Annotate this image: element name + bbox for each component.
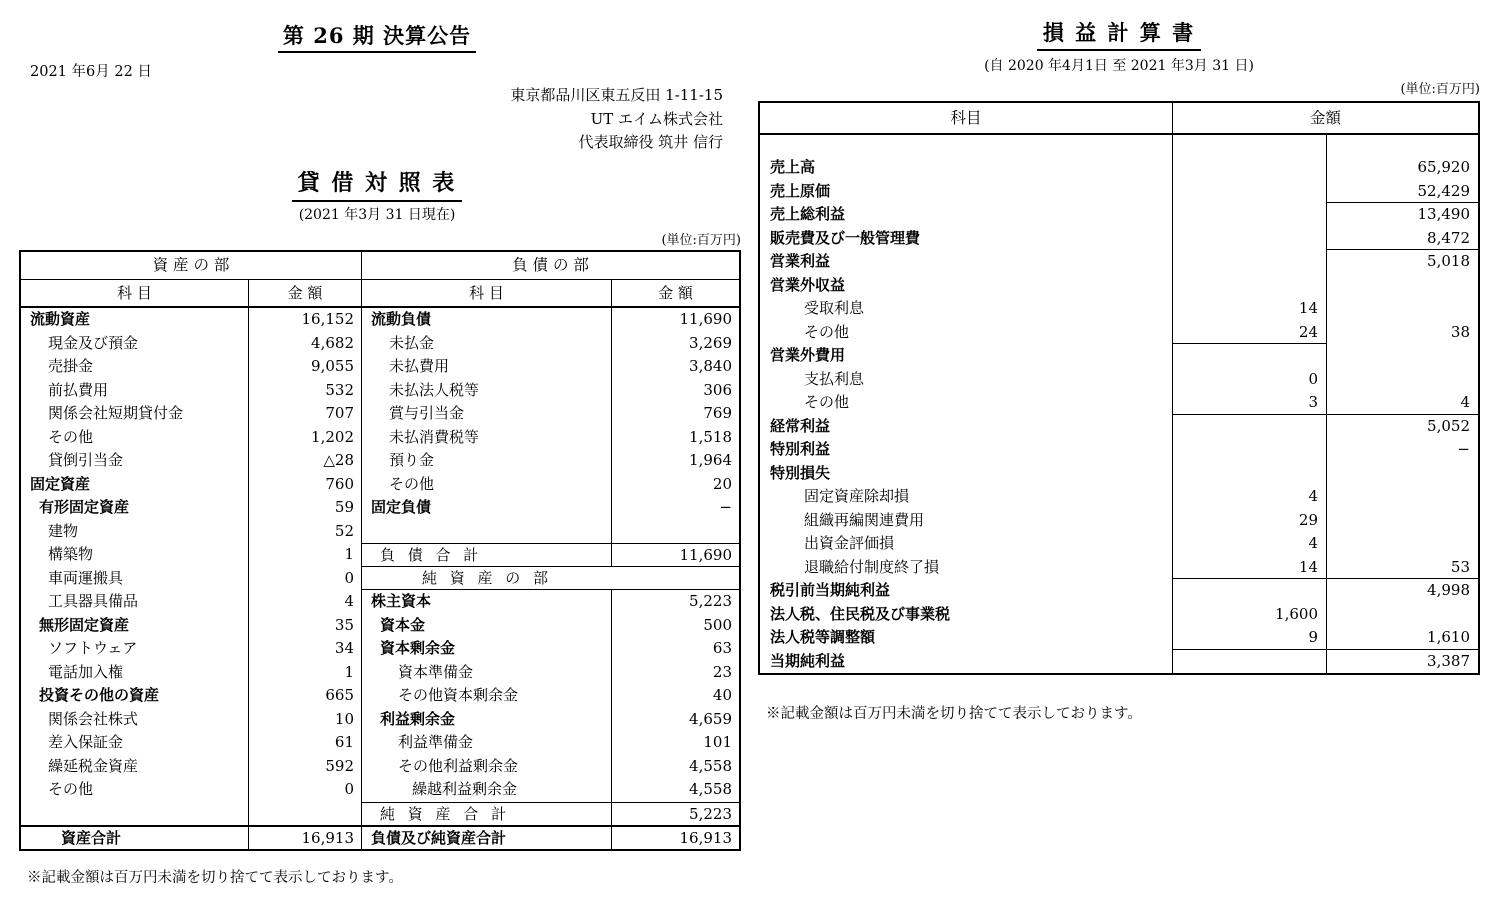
sub-amount-value: 4 bbox=[1173, 532, 1327, 556]
account-label: 預り金 bbox=[362, 449, 612, 473]
balance-sheet-unit-label: (単位:百万円) bbox=[661, 233, 741, 248]
amount-value: 1,202 bbox=[311, 427, 354, 446]
account-label: 工具器具備品 bbox=[21, 590, 249, 614]
account-label: 差入保証金 bbox=[21, 731, 249, 755]
amount-value: 61 bbox=[334, 733, 354, 751]
account-label: 固定資産 bbox=[21, 473, 249, 497]
account-label: 固定負債 bbox=[362, 496, 612, 520]
page-title: 第 26 期 決算公告 bbox=[278, 23, 476, 53]
income-statement-title-wrap bbox=[758, 17, 1480, 47]
income-row bbox=[760, 650, 1478, 674]
amount-value: 4,659 bbox=[689, 709, 732, 728]
account-label: 関係会社短期貸付金 bbox=[21, 402, 249, 426]
account-label: 売掛金 bbox=[21, 355, 249, 379]
income-row bbox=[760, 391, 1478, 415]
balance-sheet-row bbox=[21, 684, 361, 708]
sub-amount-value: 14 bbox=[1173, 556, 1327, 580]
total-amount-value bbox=[1327, 344, 1478, 368]
account-label: 繰越利益剰余金 bbox=[362, 778, 612, 802]
balance-sheet-row bbox=[21, 426, 361, 450]
account-label: 株主資本 bbox=[362, 590, 612, 614]
balance-sheet-row bbox=[21, 778, 361, 802]
balance-sheet-table bbox=[19, 250, 741, 851]
account-label: 繰延税金資産 bbox=[21, 755, 249, 779]
sub-amount-value: 4 bbox=[1173, 485, 1327, 509]
amount-value: 4,558 bbox=[689, 756, 732, 775]
income-statement-title: 損 益 計 算 書 bbox=[1037, 20, 1201, 51]
account-label: 支払利息 bbox=[760, 368, 1173, 392]
account-label: 営業利益 bbox=[760, 250, 1173, 274]
account-label: 未払金 bbox=[362, 332, 612, 356]
sub-amount-value bbox=[1173, 579, 1327, 603]
sub-amount-value bbox=[1173, 156, 1327, 180]
account-label: その他 bbox=[21, 778, 249, 802]
account-label: 受取利息 bbox=[760, 297, 1173, 321]
sub-amount-value bbox=[1173, 462, 1327, 486]
income-row bbox=[760, 368, 1478, 392]
amount-value bbox=[249, 802, 361, 826]
amount-value: 11,690 bbox=[679, 546, 732, 564]
amount-value: 1 bbox=[344, 545, 354, 563]
total-amount-value: 4,998 bbox=[1427, 581, 1470, 599]
account-label: 貸倒引当金 bbox=[21, 449, 249, 473]
balance-sheet-row bbox=[362, 426, 739, 450]
liabilities-equity-column bbox=[362, 308, 739, 849]
income-row bbox=[760, 227, 1478, 251]
account-label bbox=[21, 802, 249, 826]
account-label: 売上総利益 bbox=[760, 203, 1173, 227]
total-amount-value: 65,920 bbox=[1417, 158, 1470, 176]
account-label: 売上高 bbox=[760, 156, 1173, 180]
balance-sheet-row bbox=[21, 308, 361, 332]
amount-value: 1 bbox=[344, 662, 354, 681]
assets-item-column-header: 科 目 bbox=[21, 280, 249, 306]
sub-amount-value bbox=[1173, 415, 1327, 439]
balance-sheet-row bbox=[21, 637, 361, 661]
income-statement-column-header-row bbox=[760, 103, 1478, 135]
balance-sheet-row bbox=[362, 778, 739, 802]
balance-sheet-row bbox=[362, 661, 739, 685]
income-row bbox=[760, 532, 1478, 556]
balance-sheet-row bbox=[21, 543, 361, 567]
total-amount-value: − bbox=[1457, 440, 1470, 458]
sub-amount-value: 24 bbox=[1173, 321, 1327, 345]
sub-amount-value bbox=[1173, 203, 1327, 227]
balance-sheet-title-wrap bbox=[0, 166, 754, 197]
account-label: その他 bbox=[362, 473, 612, 497]
balance-sheet-row bbox=[362, 614, 739, 638]
income-row bbox=[760, 438, 1478, 462]
amount-value: 5,223 bbox=[689, 592, 732, 610]
account-label bbox=[362, 520, 612, 544]
amount-value: 532 bbox=[325, 380, 354, 399]
sub-amount-value bbox=[1173, 274, 1327, 298]
income-row bbox=[760, 344, 1478, 368]
amount-value: 5,223 bbox=[689, 804, 732, 823]
balance-sheet-row bbox=[21, 802, 361, 826]
amount-value: 16,913 bbox=[301, 829, 354, 847]
account-label: 前払費用 bbox=[21, 379, 249, 403]
balance-sheet-row bbox=[21, 567, 361, 591]
company-name: UT エイム株式会社 bbox=[590, 109, 723, 128]
account-label: 関係会社株式 bbox=[21, 708, 249, 732]
publication-date: 2021 年6月 22 日 bbox=[30, 64, 152, 80]
sub-amount-value bbox=[1173, 135, 1327, 156]
income-row bbox=[760, 274, 1478, 298]
total-amount-value: 52,429 bbox=[1327, 180, 1478, 204]
balance-sheet-row bbox=[21, 355, 361, 379]
balance-sheet-row bbox=[21, 520, 361, 544]
income-row bbox=[760, 135, 1478, 156]
amount-value: 59 bbox=[334, 498, 354, 516]
liabilities-part-header: 負 債 の 部 bbox=[512, 256, 589, 274]
income-row bbox=[760, 250, 1478, 274]
balance-sheet-row bbox=[21, 590, 361, 614]
account-label: 資産合計 bbox=[21, 827, 249, 849]
income-item-column-header: 科目 bbox=[760, 103, 1173, 133]
total-amount-value bbox=[1327, 532, 1478, 556]
account-label: 営業外収益 bbox=[760, 274, 1173, 298]
amount-value: 665 bbox=[325, 686, 354, 704]
total-amount-value: 38 bbox=[1450, 322, 1470, 341]
liabilities-amount-column-header: 金 額 bbox=[658, 284, 693, 302]
balance-sheet-row bbox=[21, 708, 361, 732]
sub-amount-value bbox=[1173, 250, 1327, 274]
account-label: 組織再編関連費用 bbox=[760, 509, 1173, 533]
amount-value: 3,269 bbox=[689, 333, 732, 352]
page-title-wrap bbox=[0, 20, 754, 50]
account-label: 売上原価 bbox=[760, 180, 1173, 204]
account-label: 特別損失 bbox=[760, 462, 1173, 486]
total-amount-value bbox=[1327, 462, 1478, 486]
balance-sheet-row bbox=[362, 402, 739, 426]
total-amount-value: 4 bbox=[1327, 391, 1478, 415]
amount-value: 16,152 bbox=[301, 310, 354, 328]
total-amount-value bbox=[1327, 603, 1478, 627]
company-address-block bbox=[0, 84, 723, 155]
account-label: 無形固定資産 bbox=[21, 614, 249, 638]
assets-part-header: 資 産 の 部 bbox=[21, 252, 362, 279]
balance-sheet-row bbox=[362, 684, 739, 708]
balance-sheet-title: 貸 借 対 照 表 bbox=[292, 170, 463, 202]
account-label: 流動資産 bbox=[21, 308, 249, 332]
amount-value: 4,558 bbox=[689, 780, 732, 798]
amount-value: 63 bbox=[712, 639, 732, 657]
amount-value: 500 bbox=[703, 615, 732, 634]
amount-value: 0 bbox=[344, 568, 354, 587]
income-statement-period: (自 2020 年4月1日 至 2021 年3月 31 日) bbox=[984, 58, 1254, 74]
amount-value: 1,964 bbox=[689, 451, 732, 469]
account-label: 法人税等調整額 bbox=[760, 626, 1173, 650]
sub-amount-value bbox=[1173, 650, 1327, 674]
account-label: 負 債 合 計 bbox=[362, 544, 612, 566]
amount-value: 1,518 bbox=[689, 427, 732, 446]
account-label: 流動負債 bbox=[362, 308, 612, 332]
balance-sheet-row bbox=[362, 825, 739, 849]
balance-sheet-row bbox=[21, 496, 361, 520]
amount-value: 101 bbox=[703, 733, 732, 751]
amount-value bbox=[612, 520, 739, 544]
balance-sheet-row bbox=[362, 637, 739, 661]
account-label: その他 bbox=[760, 321, 1173, 345]
account-label: 特別利益 bbox=[760, 438, 1173, 462]
total-amount-value: 5,018 bbox=[1427, 252, 1470, 270]
balance-sheet-row bbox=[21, 825, 361, 849]
amount-value: 3,840 bbox=[689, 357, 732, 375]
sub-amount-value: 1,600 bbox=[1173, 603, 1327, 627]
balance-sheet-row bbox=[362, 543, 739, 567]
income-row bbox=[760, 321, 1478, 345]
account-label: 投資その他の資産 bbox=[21, 684, 249, 708]
account-label: その他利益剰余金 bbox=[362, 755, 612, 779]
account-label: 現金及び預金 bbox=[21, 332, 249, 356]
income-row bbox=[760, 462, 1478, 486]
account-label: 有形固定資産 bbox=[21, 496, 249, 520]
amount-value: 769 bbox=[703, 404, 732, 422]
amount-value: 35 bbox=[334, 615, 354, 634]
balance-sheet-row bbox=[362, 755, 739, 779]
account-label: その他 bbox=[21, 426, 249, 450]
balance-sheet-part-header-row bbox=[21, 252, 739, 280]
balance-sheet-row bbox=[21, 731, 361, 755]
balance-sheet-row bbox=[21, 661, 361, 685]
balance-sheet-row bbox=[362, 567, 739, 591]
balance-sheet-row bbox=[21, 449, 361, 473]
total-amount-value: 53 bbox=[1327, 556, 1478, 580]
account-label: 賞与引当金 bbox=[362, 402, 612, 426]
amount-value: 707 bbox=[325, 404, 354, 422]
balance-sheet-column-header-row bbox=[21, 280, 739, 308]
amount-value: 592 bbox=[325, 756, 354, 775]
total-amount-value bbox=[1327, 368, 1478, 392]
income-statement-footnote: ※記載金額は百万円未満を切り捨てて表示しております。 bbox=[766, 706, 1142, 722]
income-row bbox=[760, 156, 1478, 180]
account-label: 資本準備金 bbox=[362, 661, 612, 685]
amount-value: 760 bbox=[325, 474, 354, 493]
total-amount-value bbox=[1327, 485, 1478, 509]
balance-sheet-row bbox=[362, 379, 739, 403]
balance-sheet-row bbox=[21, 402, 361, 426]
balance-sheet-row bbox=[362, 496, 739, 520]
account-label: 未払費用 bbox=[362, 355, 612, 379]
income-amount-column-header: 金額 bbox=[1309, 109, 1341, 127]
amount-value: 4,682 bbox=[311, 333, 354, 352]
income-row bbox=[760, 579, 1478, 603]
total-amount-value: 3,387 bbox=[1427, 651, 1470, 670]
account-label: 未払消費税等 bbox=[362, 426, 612, 450]
total-amount-value bbox=[1327, 274, 1478, 298]
account-label: 販売費及び一般管理費 bbox=[760, 227, 1173, 251]
balance-sheet-row bbox=[362, 308, 739, 332]
account-label: その他資本剰余金 bbox=[362, 684, 612, 708]
account-label: 純 資 産 合 計 bbox=[362, 803, 612, 826]
amount-value: 4 bbox=[344, 592, 354, 610]
income-row bbox=[760, 626, 1478, 650]
account-label: ソフトウェア bbox=[21, 637, 249, 661]
amount-value: 16,913 bbox=[679, 829, 732, 847]
account-label: その他 bbox=[760, 391, 1173, 415]
amount-value: 34 bbox=[334, 639, 354, 657]
account-label: 車両運搬具 bbox=[21, 567, 249, 591]
liabilities-item-column-header: 科 目 bbox=[362, 280, 612, 306]
account-label: 税引前当期純利益 bbox=[760, 579, 1173, 603]
income-row bbox=[760, 203, 1478, 227]
balance-sheet-row bbox=[21, 614, 361, 638]
balance-sheet-row bbox=[362, 355, 739, 379]
total-amount-value: 8,472 bbox=[1327, 227, 1478, 251]
balance-sheet-row bbox=[21, 473, 361, 497]
amount-value: 0 bbox=[344, 780, 354, 798]
balance-sheet-row bbox=[362, 520, 739, 544]
account-label: 法人税、住民税及び事業税 bbox=[760, 603, 1173, 627]
balance-sheet-row bbox=[362, 332, 739, 356]
income-row bbox=[760, 603, 1478, 627]
balance-sheet-date: (2021 年3月 31 日現在) bbox=[298, 207, 456, 223]
balance-sheet-row bbox=[362, 802, 739, 826]
account-label: 利益準備金 bbox=[362, 731, 612, 755]
income-statement-table bbox=[758, 101, 1480, 675]
account-label: 固定資産除却損 bbox=[760, 485, 1173, 509]
amount-value: 20 bbox=[712, 474, 732, 493]
sub-amount-value: 29 bbox=[1173, 509, 1327, 533]
income-row bbox=[760, 509, 1478, 533]
income-row bbox=[760, 180, 1478, 204]
income-row bbox=[760, 297, 1478, 321]
account-label: 経常利益 bbox=[760, 415, 1173, 439]
balance-sheet-footnote: ※記載金額は百万円未満を切り捨てて表示しております。 bbox=[27, 870, 403, 886]
account-label: 負債及び純資産合計 bbox=[362, 827, 612, 849]
total-amount-value bbox=[1327, 509, 1478, 533]
sub-amount-value bbox=[1173, 180, 1327, 204]
account-label: 建物 bbox=[21, 520, 249, 544]
amount-value: − bbox=[719, 498, 732, 516]
income-row bbox=[760, 556, 1478, 580]
sub-amount-value: 3 bbox=[1173, 391, 1327, 415]
balance-sheet-row bbox=[21, 755, 361, 779]
income-row bbox=[760, 415, 1478, 439]
amount-value: 11,690 bbox=[679, 310, 732, 328]
sub-amount-value: 0 bbox=[1173, 368, 1327, 392]
amount-value: 40 bbox=[712, 686, 732, 704]
account-label: 純 資 産 の 部 bbox=[421, 568, 553, 587]
amount-value: 10 bbox=[334, 709, 354, 728]
account-label bbox=[760, 135, 1173, 156]
account-label: 構築物 bbox=[21, 543, 249, 567]
account-label: 退職給付制度終了損 bbox=[760, 556, 1173, 580]
account-label: 未払法人税等 bbox=[362, 379, 612, 403]
sub-amount-value bbox=[1173, 344, 1327, 368]
sub-amount-value bbox=[1173, 227, 1327, 251]
account-label: 電話加入権 bbox=[21, 661, 249, 685]
balance-sheet-row bbox=[362, 449, 739, 473]
balance-sheet-row bbox=[362, 590, 739, 614]
total-amount-value: 5,052 bbox=[1427, 416, 1470, 435]
balance-sheet-row bbox=[362, 473, 739, 497]
income-row bbox=[760, 485, 1478, 509]
sub-amount-value: 9 bbox=[1173, 626, 1327, 650]
balance-sheet-body bbox=[21, 308, 739, 849]
account-label: 資本金 bbox=[362, 614, 612, 638]
balance-sheet-row bbox=[362, 708, 739, 732]
sub-amount-value bbox=[1173, 438, 1327, 462]
balance-sheet-row bbox=[21, 379, 361, 403]
total-amount-value bbox=[1327, 297, 1478, 321]
account-label: 営業外費用 bbox=[760, 344, 1173, 368]
company-representative: 代表取締役 筑井 信行 bbox=[578, 133, 723, 151]
amount-value: △28 bbox=[323, 451, 354, 469]
account-label: 当期純利益 bbox=[760, 650, 1173, 674]
balance-sheet-row bbox=[21, 332, 361, 356]
income-statement-unit-label: (単位:百万円) bbox=[1400, 82, 1480, 97]
company-address: 東京都品川区東五反田 1-11-15 bbox=[510, 86, 723, 104]
account-label: 利益剰余金 bbox=[362, 708, 612, 732]
amount-value: 9,055 bbox=[311, 357, 354, 375]
amount-value: 23 bbox=[712, 662, 732, 681]
amount-value: 52 bbox=[334, 521, 354, 540]
assets-amount-column-header: 金 額 bbox=[249, 280, 362, 306]
sub-amount-value: 14 bbox=[1173, 297, 1327, 321]
account-label: 資本剰余金 bbox=[362, 637, 612, 661]
total-amount-value: 13,490 bbox=[1417, 205, 1470, 223]
balance-sheet-row bbox=[362, 731, 739, 755]
account-label: 出資金評価損 bbox=[760, 532, 1173, 556]
amount-value: 306 bbox=[703, 380, 732, 399]
total-amount-value: 1,610 bbox=[1327, 626, 1478, 650]
assets-column bbox=[21, 308, 362, 849]
income-statement-body bbox=[760, 135, 1478, 673]
total-amount-value bbox=[1327, 135, 1478, 156]
